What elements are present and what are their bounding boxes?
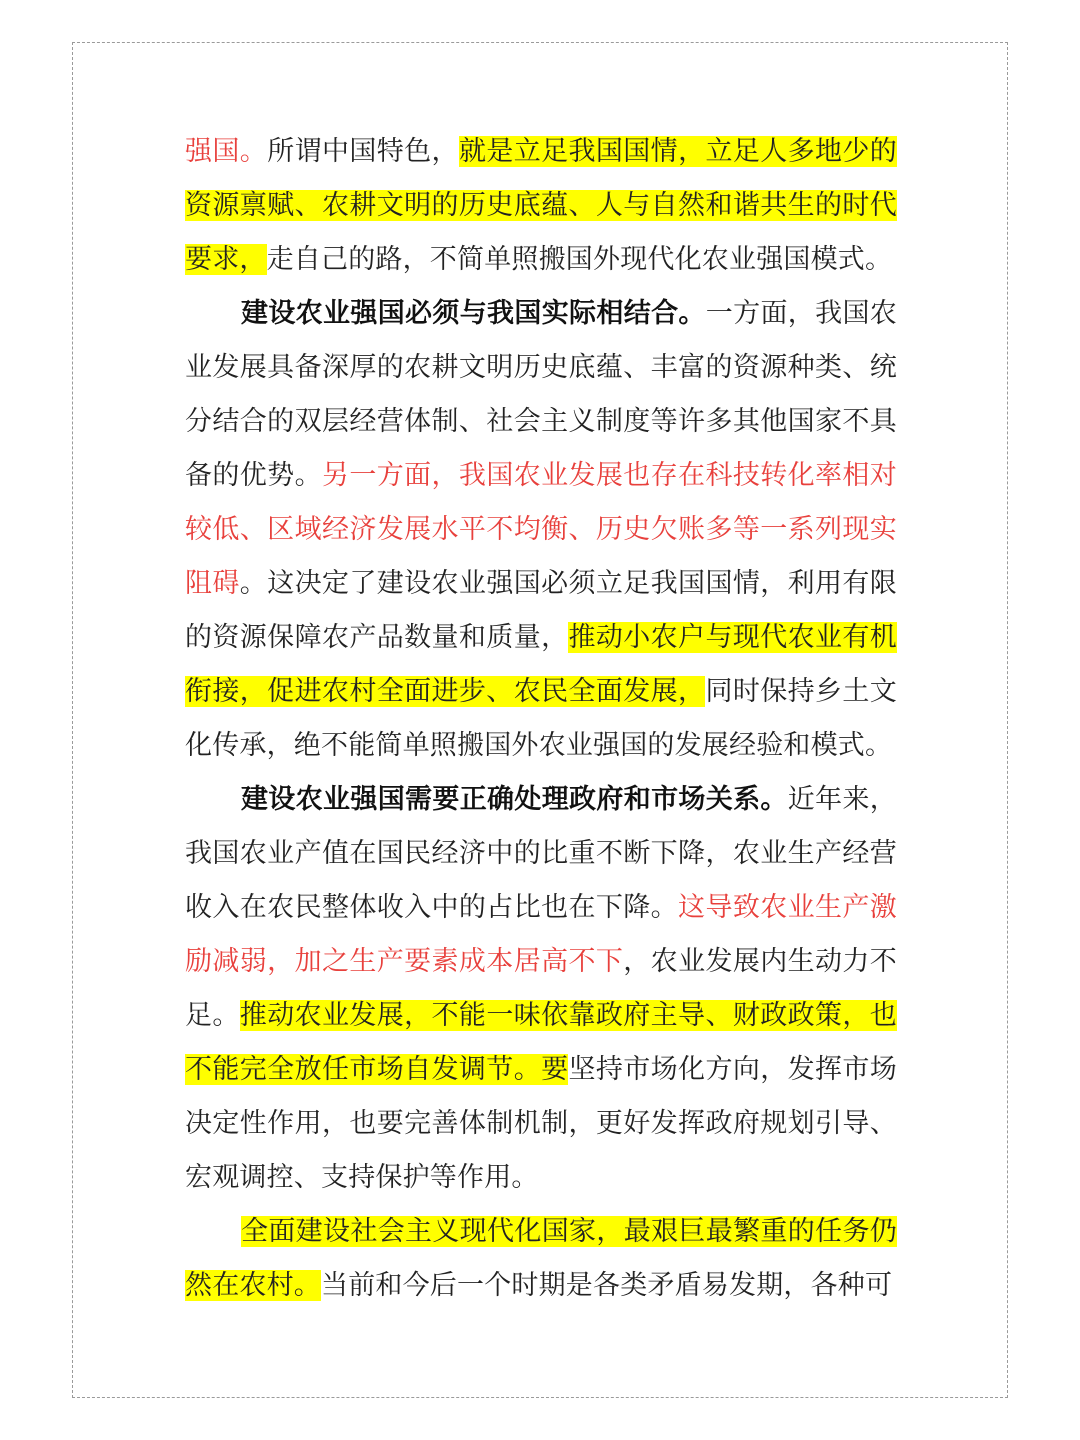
paragraph	[185, 125, 897, 287]
highlighted-text: 全面建设社会主义现代化国家，最艰巨最繁重的任务仍然在农村。	[185, 1216, 897, 1301]
highlighted-text: 推动农业发展，不能一味依靠政府主导、财政政策，也不能完全放任市场自发调节。要	[185, 1000, 897, 1085]
paragraph	[185, 287, 897, 773]
body-text: 走自己的路，不简单照搬国外现代化农业强国模式。	[266, 244, 893, 275]
body-text: 所谓中国特色，	[267, 136, 459, 167]
red-text: 强国。	[185, 136, 268, 167]
red-text: 这导致农业生产激励减弱，加之生产要素成本居高不下	[185, 892, 897, 977]
bold-heading-text: 建设农业强国必须与我国实际相结合。	[241, 298, 706, 329]
paragraph	[185, 1205, 897, 1313]
body-text: 当前和今后一个时期是各类矛盾易发期，各种可	[321, 1270, 893, 1301]
bold-heading-text: 建设农业强国需要正确处理政府和市场关系。	[241, 784, 788, 815]
body-text: ，农业发展内生动力不足。	[185, 946, 898, 1031]
body-text: 一方面，我国农业发展具备深厚的农耕文明历史底蕴、丰富的资源种类、统分结合的双层经营体制、社会主义制度等许多其他国家不具备的优势。	[185, 298, 897, 491]
body-text: 坚持市场化方向，发挥市场决定性作用，也要完善体制机制，更好发挥政府规划引导、宏观调控、支持保护等作用。	[185, 1054, 897, 1193]
highlighted-text: 就是立足我国国情，立足人多地少的资源禀赋、农耕文明的历史底蕴、人与自然和谐共生的时代要求，	[185, 136, 898, 275]
body-text: 。这决定了建设农业强国必须立足我国国情，利用有限的资源保障农产品数量和质量，	[185, 568, 897, 653]
body-text: 同时保持乡土文化传承，绝不能简单照搬国外农业强国的发展经验和模式。	[185, 676, 897, 761]
document-body	[185, 125, 897, 1313]
body-text: 近年来，我国农业产值在国民经济中的比重不断下降，农业生产经营收入在农民整体收入中的占比也在下降。	[185, 784, 897, 923]
highlighted-text: 推动小农户与现代农业有机衔接，促进农村全面进步、农民全面发展，	[185, 622, 897, 707]
paragraph	[185, 773, 897, 1205]
red-text: 另一方面，我国农业发展也存在科技转化率相对较低、区域经济发展水平不均衡、历史欠账多等一系列现实阻碍	[185, 460, 898, 599]
